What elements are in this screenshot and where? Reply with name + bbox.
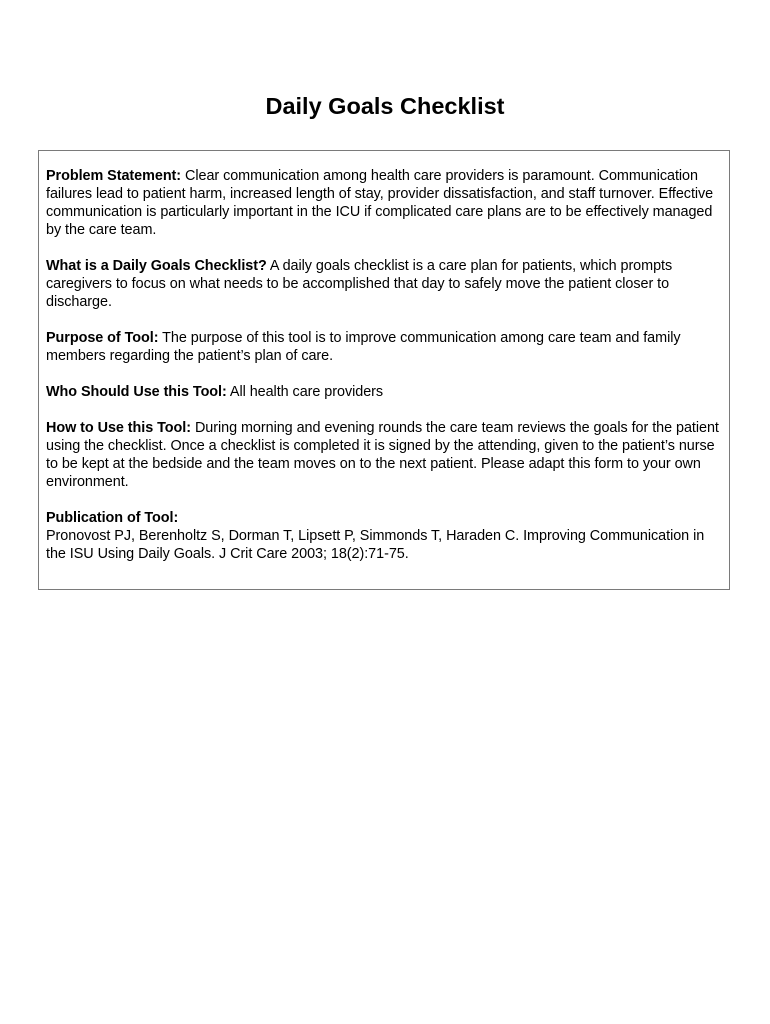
publication-label: Publication of Tool: — [46, 510, 179, 526]
who-should-use-text: All health care providers — [229, 384, 384, 400]
who-should-use-section — [46, 383, 723, 401]
who-should-use-label: Who Should Use this Tool: — [46, 384, 227, 400]
publication-section — [46, 509, 723, 563]
what-is-label: What is a Daily Goals Checklist? — [46, 258, 267, 274]
problem-statement-text: Clear communication among health care providers is paramount. Communication failures lead to patient harm, increased length of stay, provider dissatisfaction, and staff turnover. Effective communication is particularly important in the ICU if complicated care plans are to be effectively managed by the care team. — [46, 168, 714, 238]
purpose-section — [46, 329, 723, 365]
problem-statement-section — [46, 167, 723, 239]
how-to-use-text: During morning and evening rounds the care team reviews the goals for the patient using the checklist. Once a checklist is completed it is signed by the attending, given to the patient’s nurse to be kept at the bedside and the team moves on to the next patient. Please adapt this form to your own environment. — [46, 420, 719, 490]
how-to-use-label: How to Use this Tool: — [46, 420, 191, 436]
how-to-use-section — [46, 419, 723, 491]
problem-statement-label: Problem Statement: — [46, 168, 182, 184]
page-title: Daily Goals Checklist — [265, 93, 505, 119]
purpose-text: The purpose of this tool is to improve communication among care team and family members regarding the patient’s plan of care. — [46, 330, 681, 364]
publication-citation: Pronovost PJ, Berenholtz S, Dorman T, Lipsett P, Simmonds T, Haraden C. Improving Communication in the ISU Using Daily Goals. J Crit Care 2003; 18(2):71-75. — [46, 528, 705, 562]
what-is-text: A daily goals checklist is a care plan for patients, which prompts caregivers to focus on what needs to be accomplished that day to safely move the patient closer to discharge. — [46, 258, 673, 310]
purpose-label: Purpose of Tool: — [46, 330, 159, 346]
what-is-section — [46, 257, 723, 311]
info-box — [38, 150, 730, 590]
